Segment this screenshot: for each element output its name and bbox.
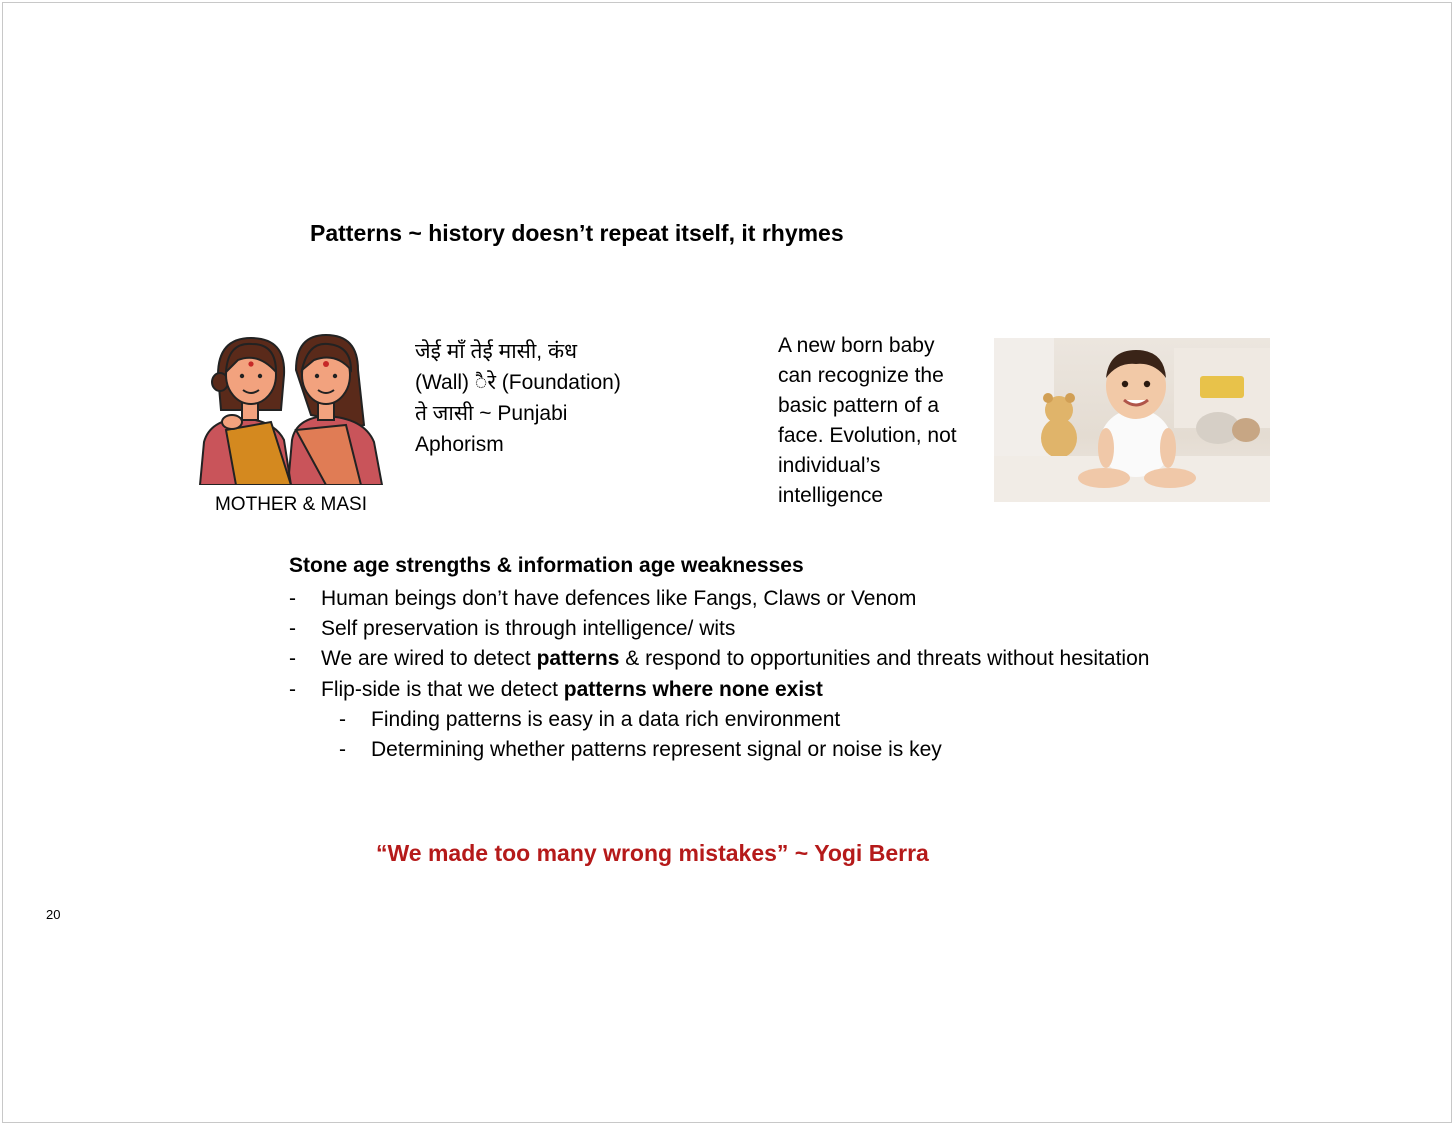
yogi-berra-quote: “We made too many wrong mistakes” ~ Yogi Berra — [376, 840, 929, 866]
baby-text-line: face. Evolution, not — [778, 424, 957, 447]
bullet-text: Human beings don’t have defences like Fangs, Claws or Venom — [321, 587, 917, 610]
bullet-text: Determining whether patterns represent signal or noise is key — [371, 737, 942, 761]
baby-text-line: basic pattern of a — [778, 394, 940, 417]
bullet-text-post: & respond to opportunities and threats without hesitation — [619, 647, 1150, 671]
mother-and-masi-illustration — [196, 330, 386, 485]
bullet-text: Self preservation is through intelligence/ wits — [321, 617, 736, 641]
baby-description — [778, 331, 988, 511]
aphorism-line-3-hindi: ते जासी — [415, 402, 474, 425]
slide-title: Patterns ~ history doesn’t repeat itself, it rhymes — [310, 220, 844, 246]
bullet-text — [321, 675, 823, 705]
section-heading: Stone age strengths & information age weaknesses — [289, 554, 804, 577]
bullet-dash: - — [289, 617, 296, 641]
punjabi-aphorism — [415, 336, 675, 460]
bullet-text-pre: Flip-side is that we detect — [321, 677, 564, 701]
bullet-dash: - — [339, 707, 346, 731]
aphorism-line-3 — [415, 398, 675, 429]
aphorism-line-3-rest: ~ Punjabi — [473, 402, 568, 425]
smiling-baby-photo — [994, 338, 1270, 502]
page-number: 20 — [46, 907, 61, 922]
baby-text-line: individual’s — [778, 454, 881, 477]
bullet-dash: - — [339, 737, 346, 761]
bullet-text-bold: patterns — [536, 647, 620, 671]
bullet-dash: - — [289, 647, 296, 671]
bullet-text-bold: patterns where none exist — [563, 677, 823, 701]
baby-text-line: can recognize the — [778, 364, 944, 387]
aphorism-line-2: (Wall) ैरे (Foundation) — [415, 371, 621, 394]
bullet-text — [321, 644, 1149, 674]
bullet-dash: - — [289, 677, 296, 701]
aphorism-line-4: Aphorism — [415, 433, 504, 456]
aphorism-line-1: जेई माँ तेई मासी, कंध — [415, 340, 578, 363]
bullet-text: Finding patterns is easy in a data rich environment — [371, 707, 841, 731]
baby-text-line: intelligence — [778, 484, 884, 507]
illustration-caption: MOTHER & MASI — [214, 494, 367, 515]
bullet-dash: - — [289, 587, 296, 610]
baby-text-line: A new born baby — [778, 334, 935, 357]
bullet-text-pre: We are wired to detect — [321, 647, 537, 671]
